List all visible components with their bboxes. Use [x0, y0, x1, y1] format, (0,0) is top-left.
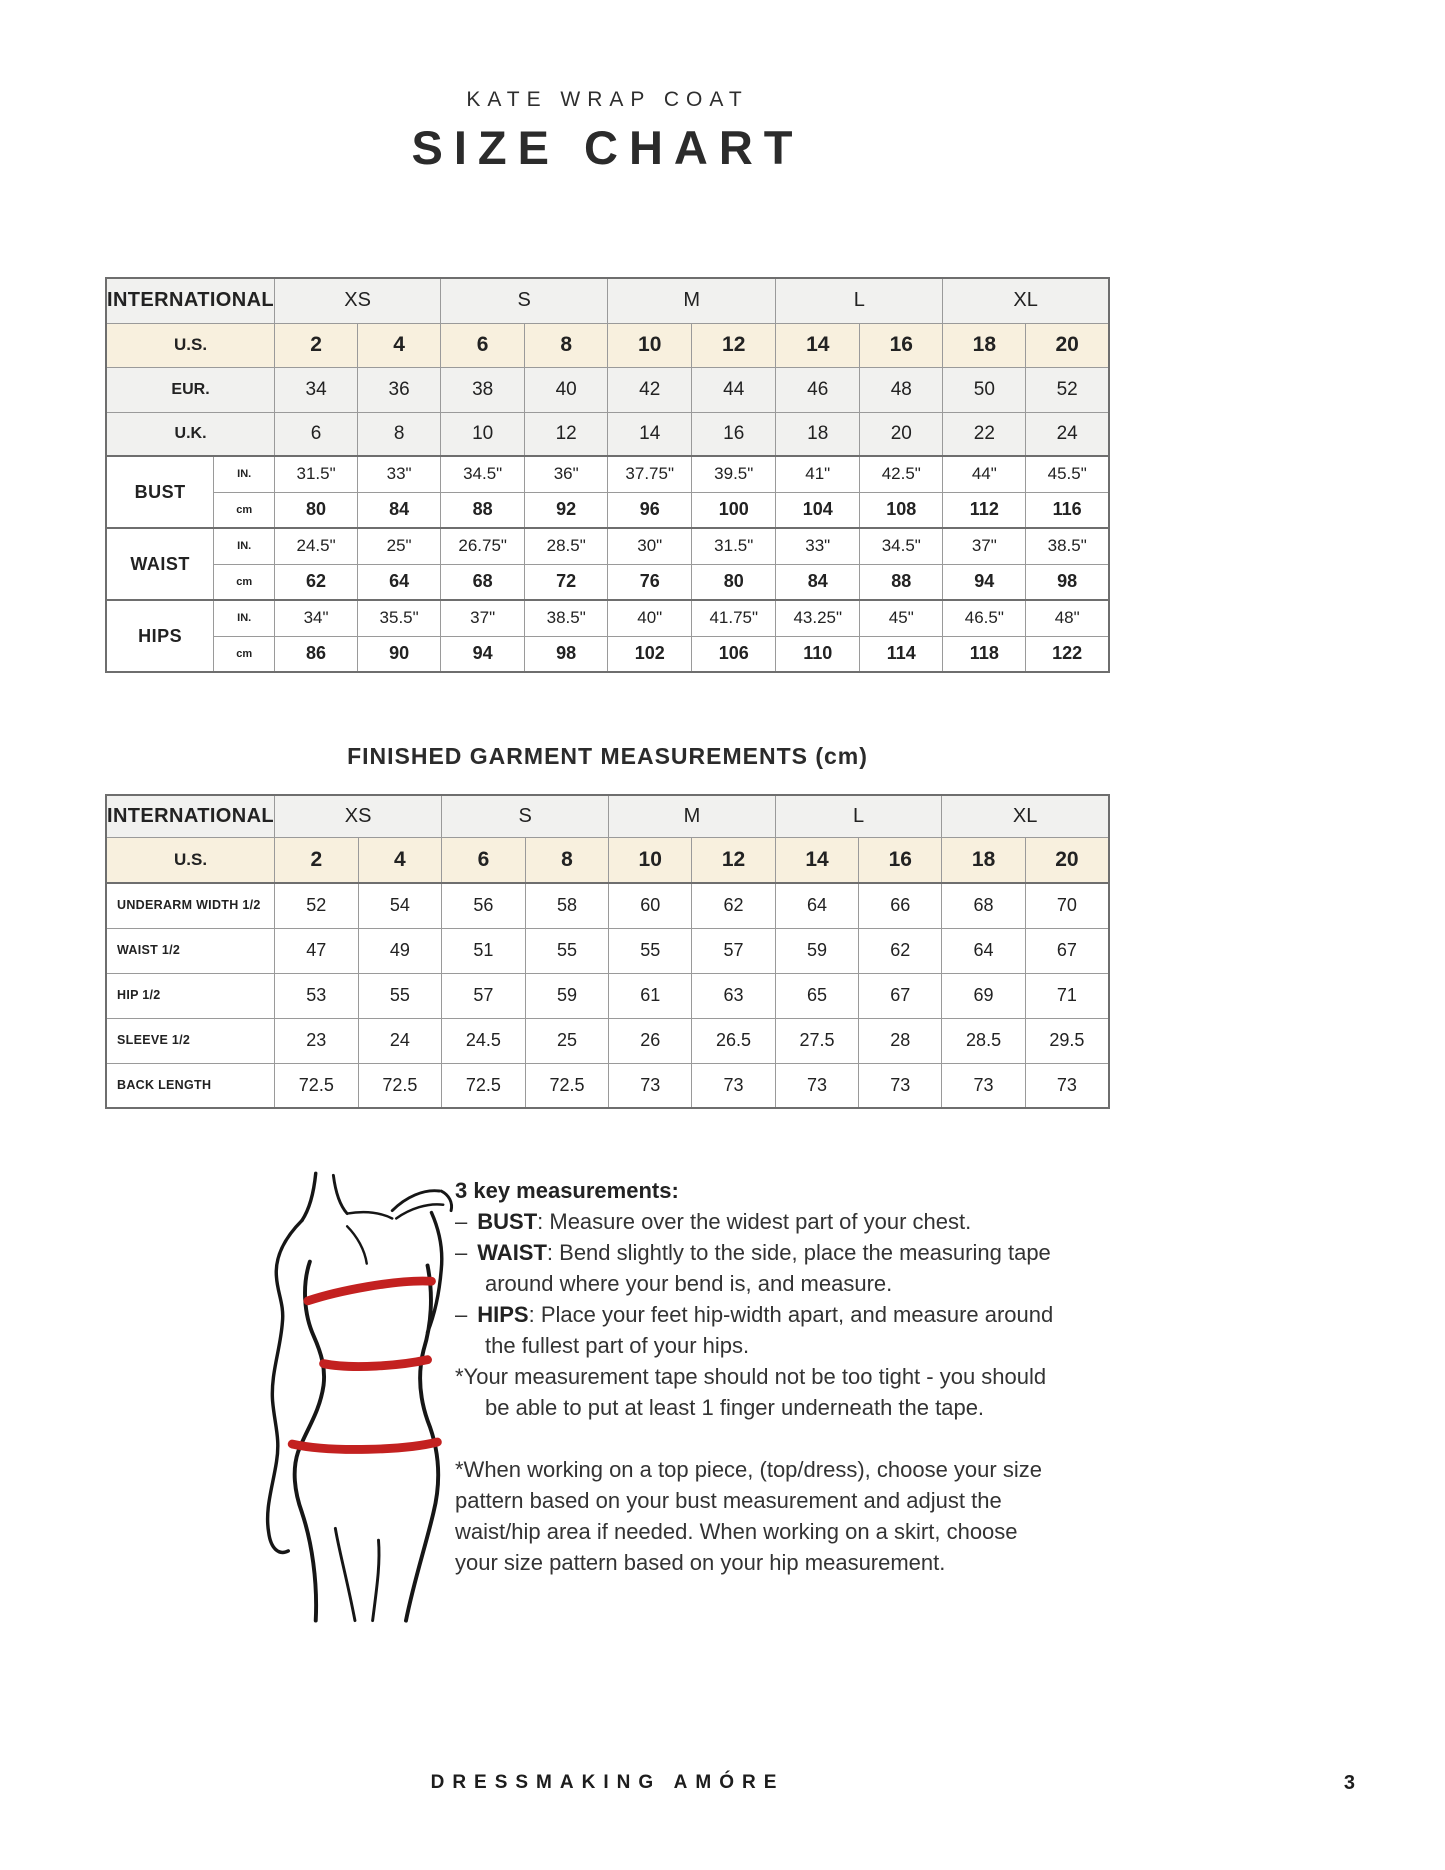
finished-value-cell: 67 — [859, 973, 942, 1018]
cm-value-cell: 118 — [943, 636, 1026, 672]
inch-value-cell: 39.5" — [692, 456, 776, 492]
finished-value-cell: 73 — [1025, 1063, 1109, 1108]
finished-value-cell: 72.5 — [358, 1063, 442, 1108]
us-size-cell: 8 — [525, 837, 609, 883]
cm-value-cell: 96 — [608, 492, 692, 528]
cm-value-cell: 94 — [441, 636, 525, 672]
measure-term: HIPS — [477, 1302, 529, 1327]
inch-value-cell: 34.5" — [441, 456, 525, 492]
finished-value-cell: 67 — [1025, 928, 1109, 973]
us-size-cell: 8 — [525, 323, 608, 367]
measurement-label: BUST — [106, 456, 214, 528]
finished-value-cell: 49 — [358, 928, 442, 973]
cm-value-cell: 68 — [441, 564, 525, 600]
tape-note: *Your measurement tape should not be too tight - you should be able to put at least 1 finger underneath the tape. — [455, 1364, 1047, 1420]
dash: – — [455, 1209, 468, 1234]
us-size-cell: 10 — [609, 837, 692, 883]
finished-value-cell: 66 — [859, 883, 942, 928]
measure-item-hips — [455, 1299, 1055, 1361]
us-size-cell: 14 — [775, 837, 859, 883]
finished-value-cell: 65 — [775, 973, 859, 1018]
cm-value-cell: 92 — [525, 492, 608, 528]
finished-measurement-row — [106, 973, 1109, 1018]
inch-value-cell: 31.5" — [692, 528, 776, 564]
international-size-cell: S — [442, 795, 609, 837]
inch-value-cell: 41" — [776, 456, 860, 492]
inch-value-cell: 45" — [860, 600, 943, 636]
cm-value-cell: 102 — [608, 636, 692, 672]
inch-value-cell: 26.75" — [441, 528, 525, 564]
unit-in-label: IN. — [214, 600, 275, 636]
measure-text: : Place your feet hip-width apart, and measure around the fullest part of your hips. — [485, 1302, 1054, 1358]
finished-value-cell: 69 — [942, 973, 1026, 1018]
us-size-cell: 12 — [692, 837, 776, 883]
finished-value-cell: 28 — [859, 1018, 942, 1063]
international-size-cell: XL — [942, 795, 1109, 837]
us-size-cell: 4 — [358, 837, 442, 883]
eur-size-cell: 52 — [1026, 367, 1109, 412]
finished-value-cell: 59 — [525, 973, 609, 1018]
measure-term: WAIST — [477, 1240, 547, 1265]
uk-row — [106, 412, 1109, 456]
cm-value-cell: 90 — [358, 636, 441, 672]
measure-item-bust — [455, 1206, 1055, 1237]
inch-value-cell: 37.75" — [608, 456, 692, 492]
cm-value-cell: 112 — [943, 492, 1026, 528]
finished-value-cell: 71 — [1025, 973, 1109, 1018]
measurement-label: WAIST — [106, 528, 214, 600]
finished-value-cell: 64 — [775, 883, 859, 928]
finished-value-cell: 73 — [942, 1063, 1026, 1108]
dash: – — [455, 1302, 468, 1327]
inch-value-cell: 43.25" — [776, 600, 860, 636]
inch-value-cell: 38.5" — [1026, 528, 1109, 564]
international-size-cell: S — [441, 278, 608, 323]
eur-size-cell: 38 — [441, 367, 525, 412]
doc-header — [105, 0, 1110, 175]
finished-value-cell: 60 — [609, 883, 692, 928]
inch-value-cell: 46.5" — [943, 600, 1026, 636]
international-label: INTERNATIONAL — [106, 278, 275, 323]
waist-band — [324, 1360, 428, 1367]
finished-measurement-label: BACK LENGTH — [106, 1063, 275, 1108]
uk-label: U.K. — [106, 412, 275, 456]
international-label: INTERNATIONAL — [106, 795, 275, 837]
cm-value-cell: 104 — [776, 492, 860, 528]
finished-value-cell: 64 — [942, 928, 1026, 973]
body-size-chart-table — [105, 277, 1110, 673]
cm-value-cell: 62 — [275, 564, 358, 600]
finished-value-cell: 29.5 — [1025, 1018, 1109, 1063]
measure-text: : Measure over the widest part of your chest. — [537, 1209, 972, 1234]
cm-value-cell: 98 — [1026, 564, 1109, 600]
finished-value-cell: 73 — [775, 1063, 859, 1108]
measurement-cm-row — [106, 492, 1109, 528]
unit-cm-label: cm — [214, 636, 275, 672]
unit-in-label: IN. — [214, 528, 275, 564]
us-size-cell: 18 — [942, 837, 1026, 883]
finished-value-cell: 56 — [442, 883, 526, 928]
finished-value-cell: 51 — [442, 928, 526, 973]
finished-value-cell: 58 — [525, 883, 609, 928]
finished-measurement-row — [106, 928, 1109, 973]
brand-name: DRESSMAKING AMÓRE — [430, 1772, 785, 1793]
cm-value-cell: 116 — [1026, 492, 1109, 528]
inch-value-cell: 33" — [776, 528, 860, 564]
cm-value-cell: 84 — [358, 492, 441, 528]
us-size-cell: 10 — [608, 323, 692, 367]
cm-value-cell: 88 — [860, 564, 943, 600]
us-size-cell: 14 — [776, 323, 860, 367]
international-row — [106, 795, 1109, 837]
finished-value-cell: 57 — [692, 928, 776, 973]
cm-value-cell: 80 — [275, 492, 358, 528]
us-size-cell: 2 — [275, 323, 358, 367]
eur-label: EUR. — [106, 367, 275, 412]
finished-value-cell: 55 — [609, 928, 692, 973]
cm-value-cell: 88 — [441, 492, 525, 528]
uk-size-cell: 12 — [525, 412, 608, 456]
pattern-name: KATE WRAP COAT — [466, 88, 749, 111]
eur-size-cell: 50 — [943, 367, 1026, 412]
finished-value-cell: 72.5 — [442, 1063, 526, 1108]
eur-row — [106, 367, 1109, 412]
finished-value-cell: 55 — [525, 928, 609, 973]
finished-measurement-row — [106, 883, 1109, 928]
cm-value-cell: 110 — [776, 636, 860, 672]
us-size-cell: 20 — [1026, 323, 1109, 367]
measurement-inch-row — [106, 528, 1109, 564]
international-size-cell: XL — [943, 278, 1109, 323]
inch-value-cell: 33" — [358, 456, 441, 492]
international-size-cell: L — [776, 278, 943, 323]
finished-measurements-title: FINISHED GARMENT MEASUREMENTS (cm) — [347, 743, 868, 769]
guide-text — [455, 1163, 1055, 1633]
finished-value-cell: 73 — [859, 1063, 942, 1108]
figure-illustration-wrap — [200, 1163, 455, 1633]
inch-value-cell: 41.75" — [692, 600, 776, 636]
guide-heading: 3 key measurements: — [455, 1178, 679, 1203]
international-size-cell: M — [609, 795, 776, 837]
finished-value-cell: 52 — [275, 883, 359, 928]
finished-value-cell: 26.5 — [692, 1018, 776, 1063]
us-size-cell: 18 — [943, 323, 1026, 367]
finished-value-cell: 27.5 — [775, 1018, 859, 1063]
eur-size-cell: 42 — [608, 367, 692, 412]
finished-value-cell: 24.5 — [442, 1018, 526, 1063]
us-size-cell: 16 — [860, 323, 943, 367]
finished-measurement-row — [106, 1018, 1109, 1063]
hips-band — [292, 1442, 437, 1449]
us-label: U.S. — [106, 837, 275, 883]
inch-value-cell: 37" — [441, 600, 525, 636]
us-size-cell: 4 — [358, 323, 441, 367]
finished-value-cell: 25 — [525, 1018, 609, 1063]
cm-value-cell: 80 — [692, 564, 776, 600]
eur-size-cell: 40 — [525, 367, 608, 412]
inch-value-cell: 38.5" — [525, 600, 608, 636]
us-size-cell: 6 — [442, 837, 526, 883]
inch-value-cell: 36" — [525, 456, 608, 492]
international-size-cell: XS — [275, 795, 442, 837]
finished-value-cell: 62 — [859, 928, 942, 973]
eur-size-cell: 48 — [860, 367, 943, 412]
cm-value-cell: 122 — [1026, 636, 1109, 672]
measurement-label: HIPS — [106, 600, 214, 672]
cm-value-cell: 100 — [692, 492, 776, 528]
us-size-cell: 6 — [441, 323, 525, 367]
us-size-cell: 12 — [692, 323, 776, 367]
inch-value-cell: 44" — [943, 456, 1026, 492]
uk-size-cell: 6 — [275, 412, 358, 456]
uk-size-cell: 16 — [692, 412, 776, 456]
inch-value-cell: 34" — [275, 600, 358, 636]
measurement-cm-row — [106, 636, 1109, 672]
measurement-figure-illustration — [200, 1163, 455, 1628]
us-size-cell: 2 — [275, 837, 359, 883]
doc-footer — [0, 1772, 1445, 1794]
finished-value-cell: 70 — [1025, 883, 1109, 928]
cm-value-cell: 98 — [525, 636, 608, 672]
inch-value-cell: 48" — [1026, 600, 1109, 636]
page-title: SIZE CHART — [411, 121, 804, 174]
finished-value-cell: 55 — [358, 973, 442, 1018]
international-row — [106, 278, 1109, 323]
inch-value-cell: 37" — [943, 528, 1026, 564]
finished-value-cell: 54 — [358, 883, 442, 928]
finished-value-cell: 24 — [358, 1018, 442, 1063]
inch-value-cell: 30" — [608, 528, 692, 564]
cm-value-cell: 64 — [358, 564, 441, 600]
measurement-cm-row — [106, 564, 1109, 600]
page-number: 3 — [1343, 1772, 1355, 1794]
measuring-guide-section — [105, 1163, 1110, 1633]
finished-value-cell: 28.5 — [942, 1018, 1026, 1063]
finished-garment-table — [105, 794, 1110, 1109]
finished-value-cell: 72.5 — [275, 1063, 359, 1108]
us-label: U.S. — [106, 323, 275, 367]
finished-value-cell: 62 — [692, 883, 776, 928]
us-size-cell: 16 — [859, 837, 942, 883]
finished-measurement-label: WAIST 1/2 — [106, 928, 275, 973]
inch-value-cell: 40" — [608, 600, 692, 636]
inch-value-cell: 31.5" — [275, 456, 358, 492]
finished-value-cell: 73 — [609, 1063, 692, 1108]
finished-value-cell: 68 — [942, 883, 1026, 928]
uk-size-cell: 14 — [608, 412, 692, 456]
measure-item-waist — [455, 1237, 1055, 1299]
measurement-inch-row — [106, 456, 1109, 492]
finished-value-cell: 72.5 — [525, 1063, 609, 1108]
finished-value-cell: 57 — [442, 973, 526, 1018]
finished-value-cell: 23 — [275, 1018, 359, 1063]
measurement-inch-row — [106, 600, 1109, 636]
finished-value-cell: 53 — [275, 973, 359, 1018]
uk-size-cell: 24 — [1026, 412, 1109, 456]
eur-size-cell: 36 — [358, 367, 441, 412]
inch-value-cell: 42.5" — [860, 456, 943, 492]
eur-size-cell: 46 — [776, 367, 860, 412]
us-row — [106, 323, 1109, 367]
unit-cm-label: cm — [214, 492, 275, 528]
cm-value-cell: 72 — [525, 564, 608, 600]
finished-value-cell: 73 — [692, 1063, 776, 1108]
us-size-cell: 20 — [1025, 837, 1109, 883]
finished-value-cell: 61 — [609, 973, 692, 1018]
unit-in-label: IN. — [214, 456, 275, 492]
finished-measurement-row — [106, 1063, 1109, 1108]
uk-size-cell: 18 — [776, 412, 860, 456]
dash: – — [455, 1240, 468, 1265]
cm-value-cell: 114 — [860, 636, 943, 672]
eur-size-cell: 44 — [692, 367, 776, 412]
cm-value-cell: 94 — [943, 564, 1026, 600]
finished-measurement-label: HIP 1/2 — [106, 973, 275, 1018]
cm-value-cell: 84 — [776, 564, 860, 600]
uk-size-cell: 20 — [860, 412, 943, 456]
inch-value-cell: 28.5" — [525, 528, 608, 564]
finished-measurement-label: SLEEVE 1/2 — [106, 1018, 275, 1063]
uk-size-cell: 8 — [358, 412, 441, 456]
measure-text: : Bend slightly to the side, place the measuring tape around where your bend is, and measure. — [485, 1240, 1051, 1296]
finished-value-cell: 63 — [692, 973, 776, 1018]
cm-value-cell: 106 — [692, 636, 776, 672]
uk-size-cell: 10 — [441, 412, 525, 456]
finished-value-cell: 59 — [775, 928, 859, 973]
inch-value-cell: 45.5" — [1026, 456, 1109, 492]
inch-value-cell: 34.5" — [860, 528, 943, 564]
finished-measurement-label: UNDERARM WIDTH 1/2 — [106, 883, 275, 928]
finished-value-cell: 47 — [275, 928, 359, 973]
international-size-cell: L — [775, 795, 942, 837]
inch-value-cell: 25" — [358, 528, 441, 564]
finished-value-cell: 26 — [609, 1018, 692, 1063]
cm-value-cell: 108 — [860, 492, 943, 528]
bust-band — [308, 1281, 432, 1301]
international-size-cell: M — [608, 278, 776, 323]
inch-value-cell: 35.5" — [358, 600, 441, 636]
us-row — [106, 837, 1109, 883]
measure-term: BUST — [477, 1209, 538, 1234]
international-size-cell: XS — [275, 278, 441, 323]
unit-cm-label: cm — [214, 564, 275, 600]
pattern-choice-note: *When working on a top piece, (top/dress), choose your size pattern based on your bust measurement and adjust the waist/hip area if needed. When working on a skirt, choose your size pattern based on your hip measurement. — [455, 1457, 1042, 1575]
inch-value-cell: 24.5" — [275, 528, 358, 564]
uk-size-cell: 22 — [943, 412, 1026, 456]
cm-value-cell: 86 — [275, 636, 358, 672]
eur-size-cell: 34 — [275, 367, 358, 412]
cm-value-cell: 76 — [608, 564, 692, 600]
